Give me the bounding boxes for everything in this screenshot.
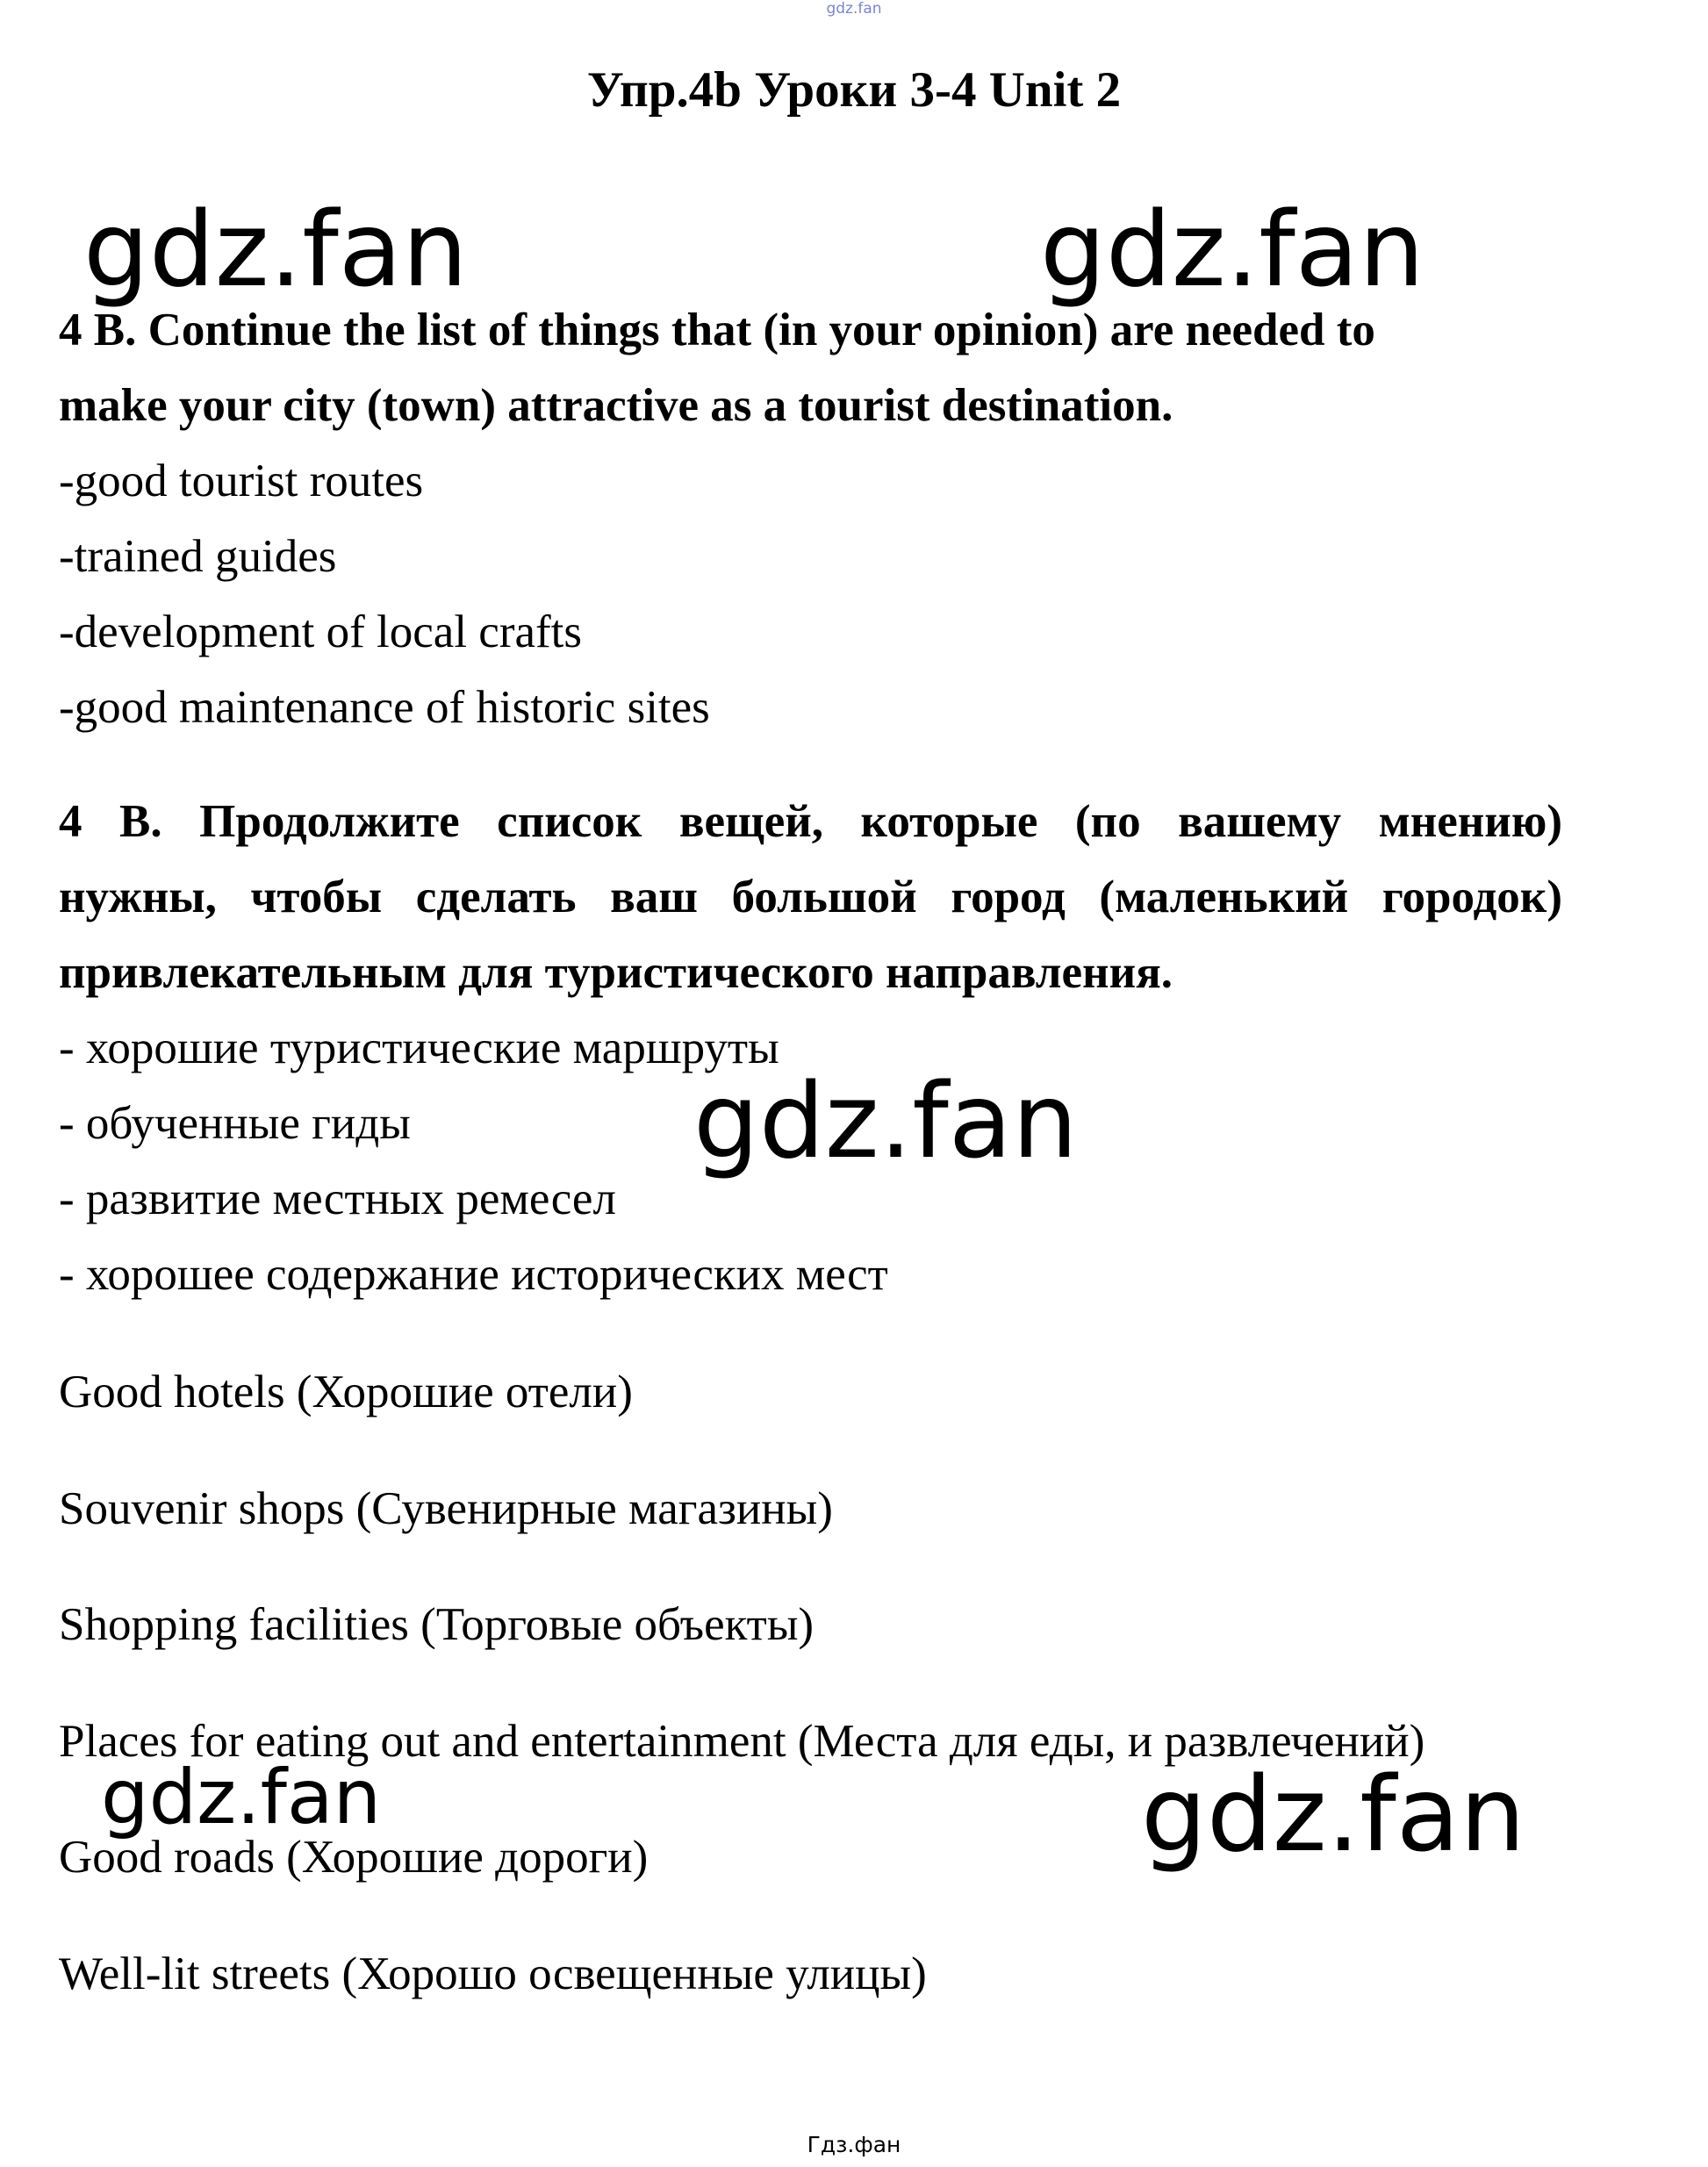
top-watermark: gdz.fan (826, 0, 882, 18)
list-item: -development of local crafts (59, 606, 582, 657)
task-heading-en-line2: make your city (town) attractive as a tourist destination. (59, 380, 1173, 431)
answer-item: Well-lit streets (Хорошо освещенные улицы) (59, 1948, 927, 1999)
watermark: gdz.fan (83, 189, 468, 310)
task-heading-ru (59, 784, 1562, 1010)
page-title: Упр.4b Уроки 3-4 Unit 2 (586, 62, 1122, 118)
list-item: - обученные гиды (59, 1098, 411, 1149)
answer-item: Good hotels (Хорошие отели) (59, 1367, 633, 1417)
watermark: gdz.fan (1040, 189, 1425, 310)
answer-item: Places for eating out and entertainment (Места для еды, и развлечений) (59, 1716, 1425, 1767)
answer-item: Shopping facilities (Торговые объекты) (59, 1599, 815, 1650)
watermark: gdz.fan (693, 1060, 1078, 1181)
footer-text: Гдз.фан (807, 2132, 901, 2157)
watermark: gdz.fan (1141, 1754, 1525, 1875)
answer-item: Good roads (Хорошие дороги) (59, 1832, 649, 1883)
list-item: -good maintenance of historic sites (59, 682, 710, 733)
list-item: - хорошие туристические маршруты (59, 1023, 779, 1073)
task-heading-en-line1: 4 B. Continue the list of things that (in your opinion) are needed to (59, 305, 1375, 355)
answer-item: Souvenir shops (Сувенирные магазины) (59, 1483, 833, 1534)
list-item: - хорошее содержание исторических мест (59, 1249, 888, 1300)
list-item: - развитие местных ремесел (59, 1173, 616, 1224)
watermark: gdz.fan (101, 1754, 382, 1841)
task-heading-ru-line2: нужны, чтобы сделать ваш большой город (маленький городок) (59, 872, 1562, 922)
list-item: -trained guides (59, 531, 337, 582)
list-item: -good tourist routes (59, 456, 424, 506)
task-heading-ru-line1: 4 В. Продолжите список вещей, которые (по вашему мнению) (59, 796, 1562, 847)
task-heading-ru-line3: привлекательным для туристического направления. (59, 947, 1173, 998)
